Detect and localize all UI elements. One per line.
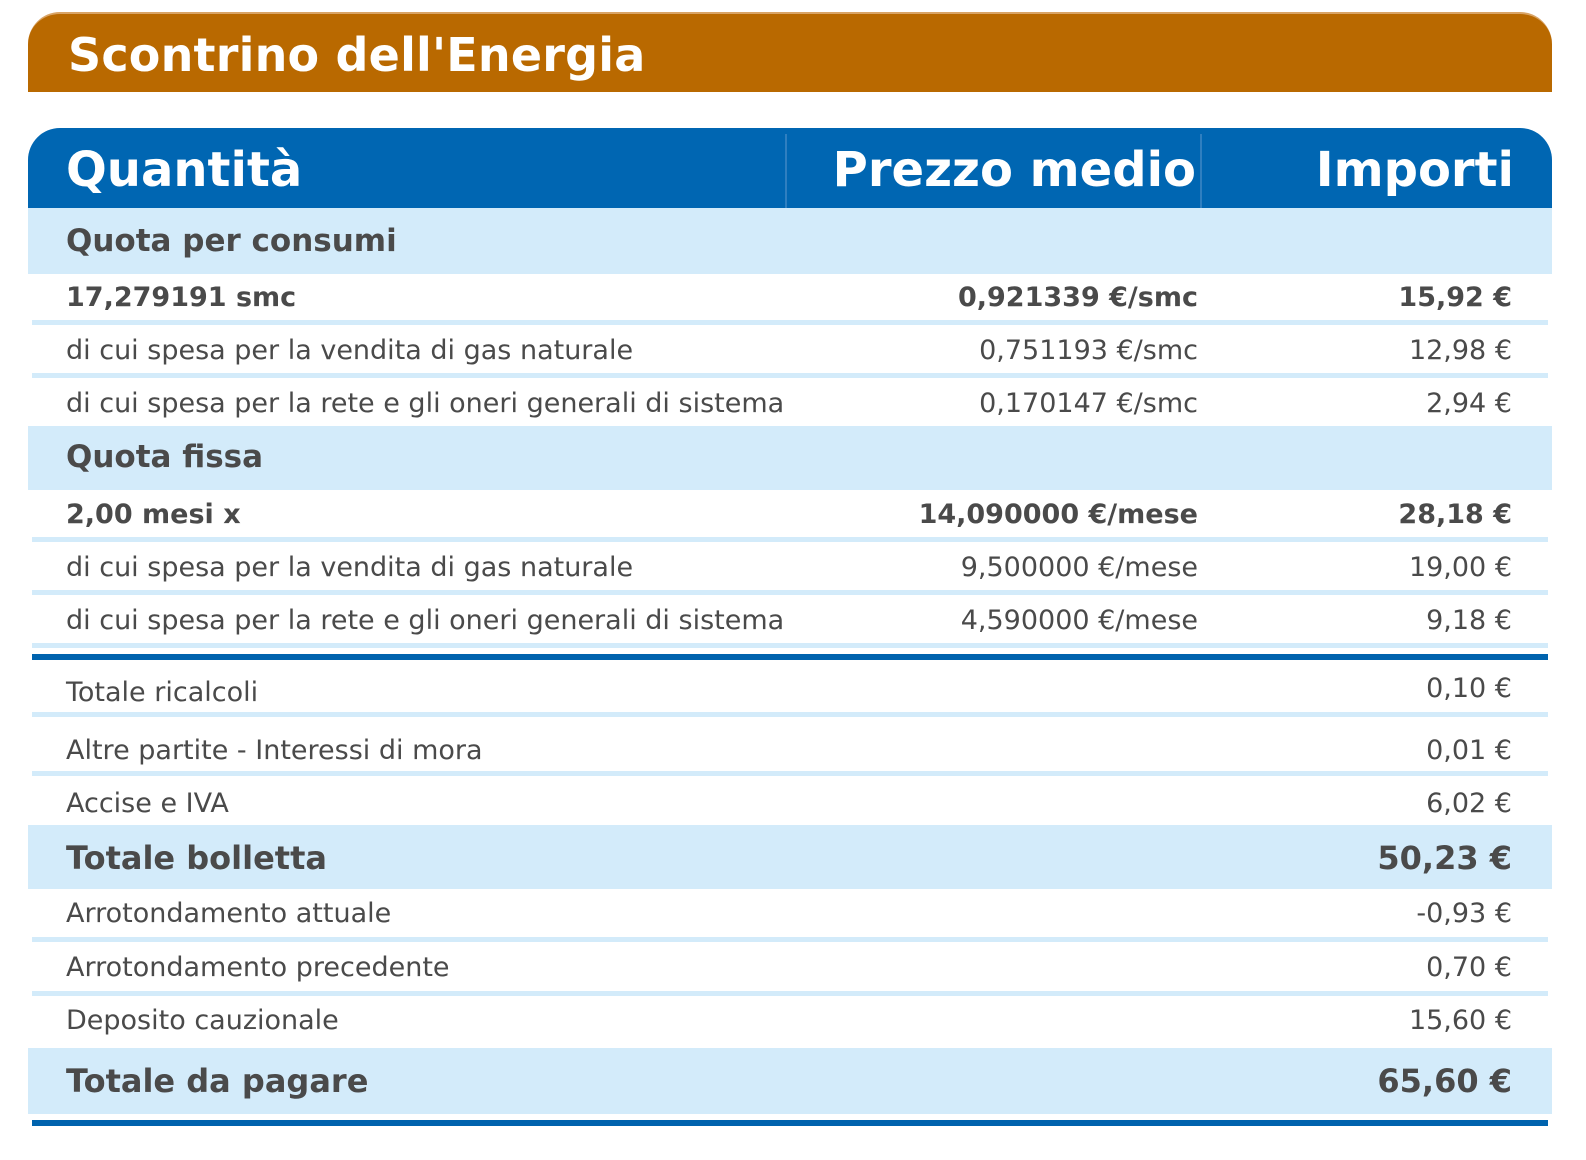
row-divider: [32, 373, 1548, 378]
fissa-rete-price: 4,590000 €/mese: [960, 605, 1198, 636]
fissa-quantity: 2,00 mesi x: [66, 499, 241, 530]
totale-pagare-label: Totale da pagare: [66, 1062, 369, 1100]
totale-pagare-amount: 65,60 €: [1377, 1062, 1512, 1100]
consumi-rete-price: 0,170147 €/smc: [979, 388, 1198, 419]
title-bar: [28, 12, 1552, 92]
consumi-vendita-label: di cui spesa per la vendita di gas naturale: [66, 335, 634, 366]
header-amount: Importi: [1315, 142, 1514, 198]
header-divider: [785, 134, 787, 208]
header-price: Prezzo medio: [832, 142, 1196, 198]
table-header: [28, 128, 1552, 208]
fissa-rete-amount: 9,18 €: [1426, 605, 1512, 636]
deposito-label: Deposito cauzionale: [66, 1005, 339, 1036]
row-divider: [32, 320, 1548, 325]
deposito-amount: 15,60 €: [1408, 1005, 1512, 1036]
consumi-vendita-amount: 12,98 €: [1408, 335, 1512, 366]
section-title-fissa: Quota fissa: [66, 439, 264, 475]
header-quantity: Quantità: [66, 142, 303, 198]
fissa-rete-label: di cui spesa per la rete e gli oneri generali di sistema: [66, 605, 785, 636]
row-divider: [32, 937, 1548, 942]
fissa-vendita-price: 9,500000 €/mese: [960, 552, 1198, 583]
section-separator: [32, 654, 1548, 660]
row-divider: [32, 537, 1548, 542]
fissa-vendita-amount: 19,00 €: [1408, 552, 1512, 583]
row-divider: [32, 712, 1548, 717]
fissa-vendita-label: di cui spesa per la vendita di gas naturale: [66, 552, 634, 583]
fissa-amount: 28,18 €: [1398, 499, 1512, 530]
ricalcoli-amount: 0,10 €: [1426, 673, 1512, 704]
page-title: Scontrino dell'Energia: [68, 28, 646, 82]
consumi-amount: 15,92 €: [1398, 282, 1512, 313]
fissa-price: 14,090000 €/mese: [918, 499, 1198, 530]
consumi-vendita-price: 0,751193 €/smc: [979, 335, 1198, 366]
arrotondamento-precedente-label: Arrotondamento precedente: [66, 952, 450, 983]
accise-label: Accise e IVA: [66, 788, 229, 819]
row-divider: [32, 771, 1548, 776]
header-divider: [1200, 134, 1202, 208]
mora-label: Altre partite - Interessi di mora: [66, 735, 483, 766]
arrotondamento-attuale-label: Arrotondamento attuale: [66, 898, 392, 929]
section-title-consumi: Quota per consumi: [66, 223, 397, 259]
arrotondamento-attuale-amount: -0,93 €: [1416, 898, 1512, 929]
consumi-quantity: 17,279191 smc: [66, 282, 297, 313]
arrotondamento-precedente-amount: 0,70 €: [1426, 952, 1512, 983]
row-divider: [32, 590, 1548, 595]
totale-bolletta-amount: 50,23 €: [1377, 839, 1512, 877]
consumi-rete-label: di cui spesa per la rete e gli oneri generali di sistema: [66, 388, 785, 419]
accise-amount: 6,02 €: [1426, 788, 1512, 819]
bottom-separator: [32, 1120, 1548, 1126]
consumi-price: 0,921339 €/smc: [957, 282, 1198, 313]
row-divider: [32, 991, 1548, 996]
consumi-rete-amount: 2,94 €: [1426, 388, 1512, 419]
mora-amount: 0,01 €: [1426, 735, 1512, 766]
row-divider: [32, 643, 1548, 648]
totale-bolletta-label: Totale bolletta: [66, 839, 327, 877]
ricalcoli-label: Totale ricalcoli: [66, 677, 259, 708]
